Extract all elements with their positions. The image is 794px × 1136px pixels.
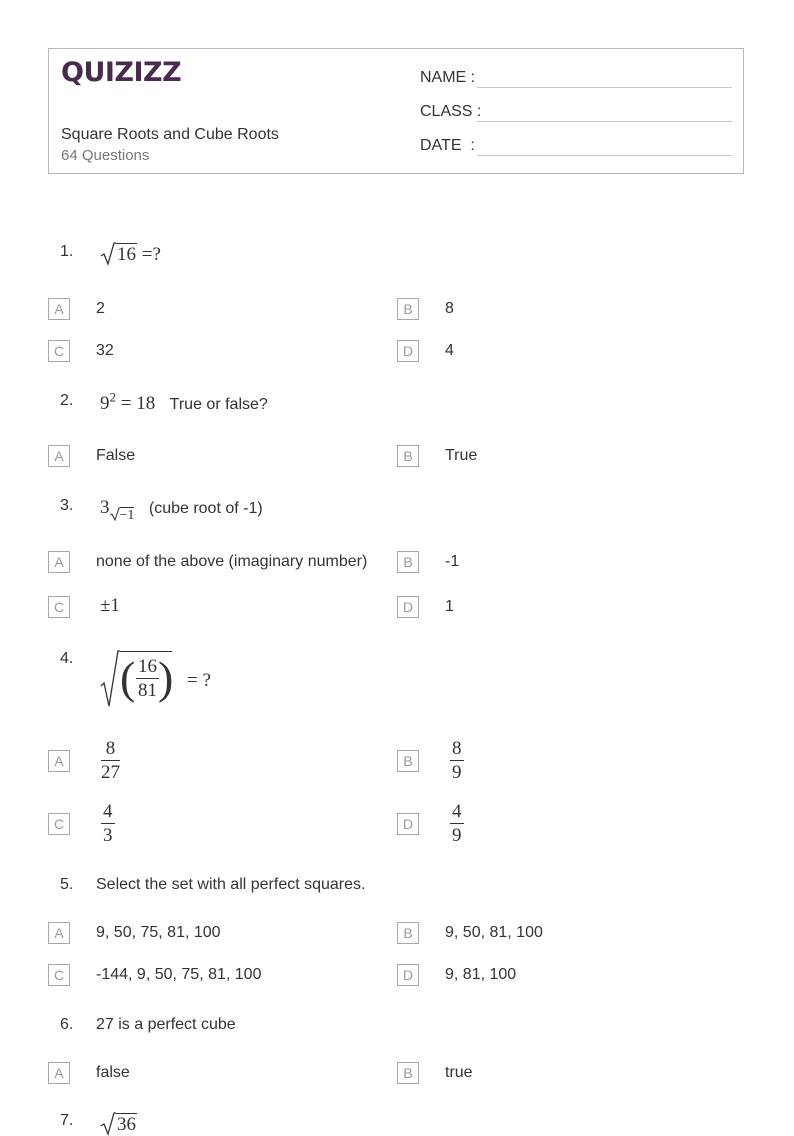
- option-box-d[interactable]: D: [397, 340, 419, 362]
- sqrt-icon: [100, 650, 120, 708]
- cube-root-lead: 3: [100, 497, 110, 518]
- option-d-text: 4: [445, 342, 454, 359]
- radicand: 16: [117, 244, 136, 265]
- option-box-b[interactable]: B: [397, 298, 419, 320]
- question-number: 3.: [60, 497, 74, 514]
- fraction: [136, 655, 159, 703]
- class-label: CLASS :: [420, 103, 482, 120]
- class-line: [477, 121, 732, 122]
- question-3-text: [100, 497, 263, 523]
- question-number: 6.: [60, 1016, 74, 1033]
- denominator: 9: [452, 762, 462, 783]
- option-c-text: ±1: [100, 595, 120, 616]
- date-label: DATE :: [420, 137, 475, 154]
- option-a-text: false: [96, 1064, 130, 1081]
- class-field[interactable]: [420, 103, 481, 121]
- date-line: [477, 155, 732, 156]
- option-box-a[interactable]: A: [48, 1062, 70, 1084]
- question-1-text: [100, 242, 161, 266]
- option-box-a[interactable]: A: [48, 922, 70, 944]
- option-d-text: 1: [445, 598, 454, 615]
- option-b-text: 8: [445, 300, 454, 317]
- numerator: 4: [103, 801, 113, 822]
- sqrt-icon: [100, 242, 116, 266]
- question-number: 7.: [60, 1112, 74, 1129]
- worksheet-title: Square Roots and Cube Roots: [61, 126, 279, 143]
- date-field[interactable]: [420, 137, 475, 155]
- question-number: 2.: [60, 392, 74, 409]
- question-2-text: [100, 390, 268, 415]
- option-box-a[interactable]: A: [48, 750, 70, 772]
- option-b-text: -1: [445, 553, 460, 570]
- question-count: 64 Questions: [61, 147, 150, 164]
- prompt: True or false?: [169, 396, 268, 414]
- option-box-c[interactable]: C: [48, 340, 70, 362]
- numerator: 8: [101, 737, 120, 761]
- question-number: 4.: [60, 650, 74, 667]
- option-box-b[interactable]: B: [397, 922, 419, 944]
- option-d-text: 9, 81, 100: [445, 966, 517, 983]
- option-box-c[interactable]: C: [48, 813, 70, 835]
- prompt: (cube root of -1): [148, 500, 263, 517]
- option-a-text: none of the above (imaginary number): [96, 553, 368, 570]
- sqrt-icon: [100, 1112, 116, 1136]
- worksheet-header: [48, 48, 744, 174]
- option-c-fraction: [101, 800, 115, 848]
- option-a-fraction: [101, 737, 120, 785]
- radicand: 36: [117, 1114, 136, 1135]
- option-box-c[interactable]: C: [48, 596, 70, 618]
- option-box-b[interactable]: B: [397, 445, 419, 467]
- option-box-b[interactable]: B: [397, 1062, 419, 1084]
- option-box-a[interactable]: A: [48, 445, 70, 467]
- option-box-d[interactable]: D: [397, 596, 419, 618]
- option-b-text: True: [445, 447, 478, 464]
- denominator: 27: [101, 762, 120, 783]
- base: 9: [100, 393, 110, 415]
- option-box-d[interactable]: D: [397, 813, 419, 835]
- name-field[interactable]: [420, 69, 475, 87]
- question-7-text: [100, 1112, 137, 1136]
- numerator: 4: [452, 801, 462, 822]
- option-a-text: 2: [96, 300, 105, 317]
- question-number: 5.: [60, 876, 74, 893]
- option-a-text: False: [96, 447, 136, 464]
- option-b-text: true: [445, 1064, 473, 1081]
- option-box-a[interactable]: A: [48, 551, 70, 573]
- name-line: [477, 87, 732, 88]
- quizizz-logo: QUIZIZZ: [61, 57, 182, 88]
- denominator: 3: [103, 825, 113, 846]
- name-label: NAME :: [420, 69, 476, 86]
- question-6-text: 27 is a perfect cube: [96, 1016, 236, 1033]
- option-c-text: -144, 9, 50, 75, 81, 100: [96, 966, 262, 983]
- option-box-b[interactable]: B: [397, 750, 419, 772]
- option-b-fraction: [450, 737, 464, 785]
- sqrt-icon: [110, 507, 120, 521]
- equals-question: = ?: [187, 670, 211, 691]
- rhs: = 18: [120, 393, 156, 415]
- exponent: 2: [109, 390, 116, 405]
- equals-question: =?: [141, 244, 161, 265]
- question-5-text: Select the set with all perfect squares.: [96, 876, 366, 893]
- denominator: 9: [452, 825, 462, 846]
- option-box-c[interactable]: C: [48, 964, 70, 986]
- option-b-text: 9, 50, 81, 100: [445, 924, 543, 941]
- option-box-b[interactable]: B: [397, 551, 419, 573]
- option-box-d[interactable]: D: [397, 964, 419, 986]
- question-number: 1.: [60, 243, 74, 260]
- radicand: −1: [119, 508, 135, 523]
- option-d-fraction: [450, 800, 464, 848]
- option-c-text: 32: [96, 342, 114, 359]
- denominator: 81: [138, 680, 157, 701]
- numerator: 8: [452, 738, 462, 759]
- option-a-text: 9, 50, 75, 81, 100: [96, 924, 221, 941]
- numerator: 16: [138, 656, 157, 677]
- option-box-a[interactable]: A: [48, 298, 70, 320]
